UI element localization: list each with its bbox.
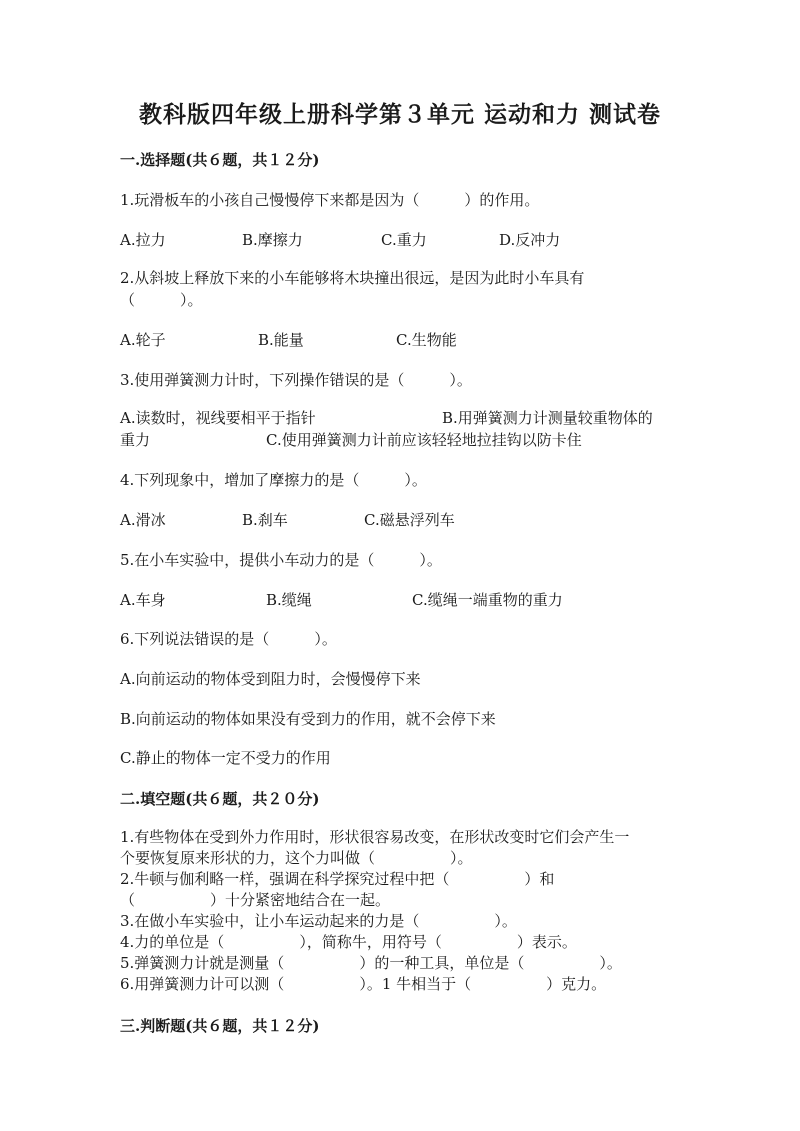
fill-4: 4.力的单位是（ ），简称牛，用符号（ ）表示。 [120, 933, 577, 951]
question-5-option-b: B.缆绳 [266, 591, 312, 609]
question-1-option-a: A.拉力 [120, 231, 166, 249]
exam-title: 教科版四年级上册科学第３单元 运动和力 测试卷 [138, 101, 661, 128]
question-5-stem: 5.在小车实验中，提供小车动力的是（ ）。 [120, 551, 442, 569]
question-4-stem: 4.下列现象中，增加了摩擦力的是（ ）。 [120, 471, 427, 489]
question-6-option-b: B.向前运动的物体如果没有受到力的作用，就不会停下来 [120, 710, 496, 728]
question-4-option-a: A.滑冰 [120, 511, 166, 529]
question-1-option-d: D.反冲力 [499, 231, 561, 249]
fill-2-line2: （ ）十分紧密地结合在一起。 [120, 891, 391, 909]
question-1-option-c: C.重力 [381, 231, 427, 249]
question-5-option-c: C.缆绳一端重物的重力 [412, 591, 563, 609]
section-heading-choice: 一.选择题(共６题，共１２分) [120, 151, 320, 169]
question-2-option-c: C.生物能 [396, 331, 457, 349]
question-6-option-c: C.静止的物体一定不受力的作用 [120, 749, 331, 767]
question-5-option-a: A.车身 [120, 591, 166, 609]
fill-3: 3.在做小车实验中，让小车运动起来的力是（ ）。 [120, 912, 517, 930]
question-3-option-b-continued: 重力 [120, 431, 151, 449]
question-2-stem-line1: 2.从斜坡上释放下来的小车能够将木块撞出很远，是因为此时小车具有 [120, 269, 585, 287]
section-heading-fill-in: 二.填空题(共６题，共２０分) [120, 790, 320, 808]
fill-1-line2: 个要恢复原来形状的力，这个力叫做（ ）。 [120, 849, 473, 867]
question-2-option-b: B.能量 [258, 331, 304, 349]
question-2-option-a: A.轮子 [120, 331, 166, 349]
question-3-option-a: A.读数时，视线要相平于指针 [120, 409, 316, 427]
question-2-stem-line2: （ ）。 [120, 291, 203, 309]
question-3-stem: 3.使用弹簧测力计时，下列操作错误的是（ ）。 [120, 371, 472, 389]
question-1-option-b: B.摩擦力 [242, 231, 303, 249]
fill-5: 5.弹簧测力计就是测量（ ）的一种工具，单位是（ ）。 [120, 954, 622, 972]
question-1-stem: 1.玩滑板车的小孩自己慢慢停下来都是因为（ ）的作用。 [120, 191, 540, 209]
section-heading-true-false: 三.判断题(共６题，共１２分) [120, 1017, 320, 1035]
question-4-option-c: C.磁悬浮列车 [364, 511, 455, 529]
question-6-stem: 6.下列说法错误的是（ ）。 [120, 630, 337, 648]
fill-1-line1: 1.有些物体在受到外力作用时，形状很容易改变，在形状改变时它们会产生一 [120, 828, 630, 846]
question-4-option-b: B.刹车 [242, 511, 288, 529]
fill-6: 6.用弹簧测力计可以测（ ）。1 牛相当于（ ）克力。 [120, 975, 607, 993]
question-6-option-a: A.向前运动的物体受到阻力时，会慢慢停下来 [120, 670, 421, 688]
question-3-option-b: B.用弹簧测力计测量较重物体的 [442, 409, 653, 427]
question-3-option-c: C.使用弹簧测力计前应该轻轻地拉挂钩以防卡住 [266, 431, 582, 449]
fill-2-line1: 2.牛顿与伽利略一样，强调在科学探究过程中把（ ）和 [120, 870, 555, 888]
